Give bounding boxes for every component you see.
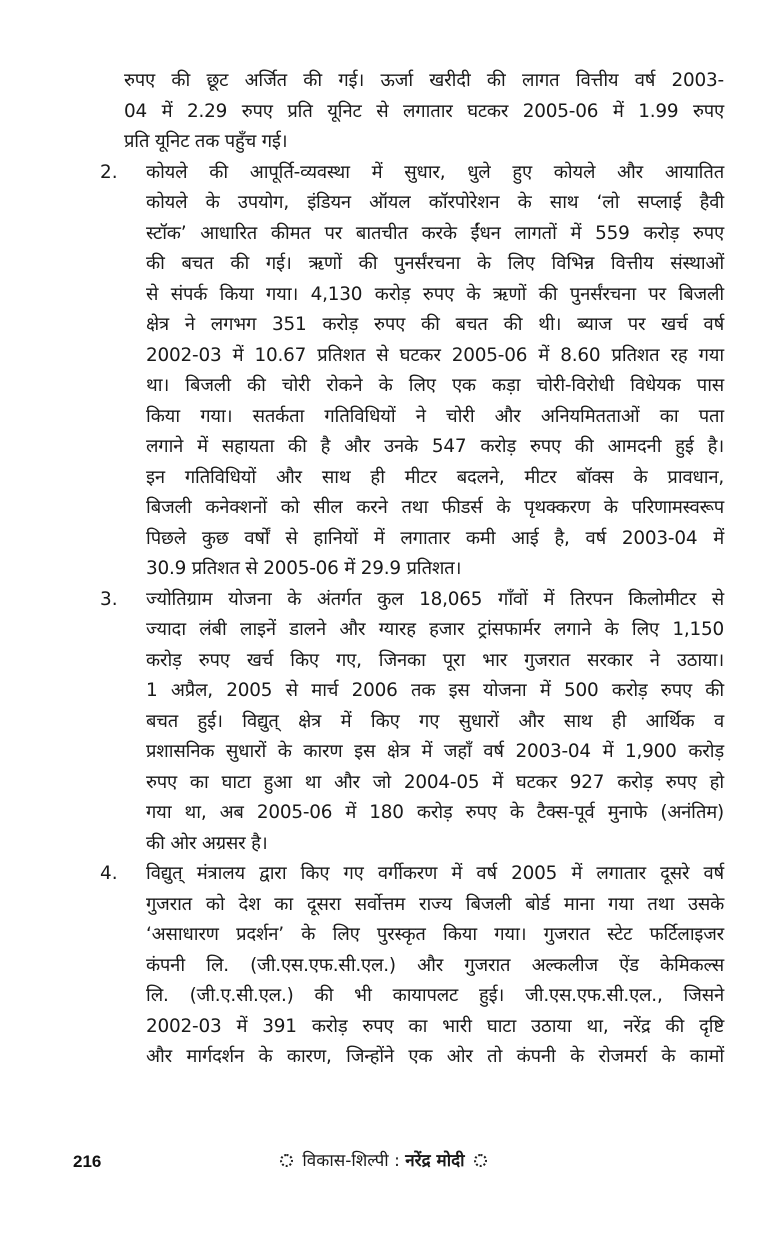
author-name: नरेंद्र मोदी <box>405 1151 465 1171</box>
text-line: रुपए की छूट अर्जित की गई। ऊर्जा खरीदी की लागत वित्तीय वर्ष 2003- <box>124 70 724 91</box>
text-line: बचत हुई। विद्युत् क्षेत्र में किए गए सुधारों और साथ ही आर्थिक व <box>146 710 724 732</box>
list-item-number: 2. <box>100 161 118 183</box>
text-line: लगाने में सहायता की है और उनके 547 करोड़ रुपए की आमदनी हुई है। <box>146 436 724 457</box>
text-line: 04 में 2.29 रुपए प्रति यूनिट से लगातार घटकर 2005-06 में 1.99 रुपए <box>124 100 724 122</box>
text-line: कंपनी लि. (जी.एस.एफ.सी.एल.) और गुजरात अल्कलीज ऐंड केमिकल्स <box>146 954 724 976</box>
page-footer <box>0 1148 780 1178</box>
text-line: 30.9 प्रतिशत से 2005-06 में 29.9 प्रतिशत। <box>146 558 462 579</box>
text-line: इन गतिविधियों और साथ ही मीटर बदलने, मीटर बॉक्स के प्रावधान, <box>146 466 724 488</box>
list-item-4 <box>100 859 724 1073</box>
text-line: स्टॉक’ आधारित कीमत पर बातचीत करके ईंधन लागतों में 559 करोड़ रुपए <box>146 222 724 244</box>
intro-paragraph <box>124 66 724 158</box>
list-item-3 <box>100 585 724 860</box>
text-line: प्रति यूनिट तक पहुँच गई। <box>124 131 288 152</box>
text-line: 2002-03 में 391 करोड़ रुपए का भारी घाटा उठाया था, नरेंद्र की दृष्टि <box>146 1015 724 1037</box>
series-title: विकास-शिल्पी : <box>302 1151 400 1171</box>
text-line: से संपर्क किया गया। 4,130 करोड़ रुपए के ऋणों की पुनर्संरचना पर बिजली <box>146 283 724 305</box>
text-line: की ओर अग्रसर है। <box>146 832 268 854</box>
list-item-number: 3. <box>100 588 118 610</box>
text-line: था। बिजली की चोरी रोकने के लिए एक कड़ा चोरी-विरोधी विधेयक पास <box>146 375 724 396</box>
body-text <box>100 66 724 1073</box>
text-line: प्रशासनिक सुधारों के कारण इस क्षेत्र में जहाँ वर्ष 2003-04 में 1,900 करोड़ <box>146 741 724 762</box>
text-line: बिजली कनेक्शनों को सील करने तथा फीडर्स के पृथक्करण के परिणामस्वरूप <box>146 497 724 518</box>
text-line: गया था, अब 2005-06 में 180 करोड़ रुपए के टैक्स-पूर्व मुनाफे (अनंतिम) <box>146 802 724 823</box>
text-line: 1 अप्रैल, 2005 से मार्च 2006 तक इस योजना में 500 करोड़ रुपए की <box>146 680 724 701</box>
flower-ornament-icon <box>280 1154 293 1167</box>
text-line: कोयले की आपूर्ति-व्यवस्था में सुधार, धुले हुए कोयले और आयातित <box>146 161 724 183</box>
flower-ornament-icon <box>474 1154 487 1167</box>
text-line: विद्युत् मंत्रालय द्वारा किए गए वर्गीकरण में वर्ष 2005 में लगातार दूसरे वर्ष <box>146 863 724 884</box>
text-line: की बचत की गई। ऋणों की पुनर्संरचना के लिए विभिन्न वित्तीय संस्थाओं <box>146 253 724 274</box>
text-line: गुजरात को देश का दूसरा सर्वोत्तम राज्य बिजली बोर्ड माना गया तथा उसके <box>146 893 724 915</box>
text-line: लि. (जी.ए.सी.एल.) की भी कायापलट हुई। जी.एस.एफ.सी.एल., जिसने <box>146 985 724 1006</box>
running-title <box>276 1148 491 1174</box>
text-line: 2002-03 में 10.67 प्रतिशत से घटकर 2005-06 में 8.60 प्रतिशत रह गया <box>146 344 724 366</box>
text-line: कोयले के उपयोग, इंडियन ऑयल कॉरपोरेशन के साथ ‘लो सप्लाई हैवी <box>146 192 724 213</box>
list-item-number: 4. <box>100 863 118 884</box>
text-line: करोड़ रुपए खर्च किए गए, जिनका पूरा भार गुजरात सरकार ने उठाया। <box>146 649 724 671</box>
text-line: किया गया। सतर्कता गतिविधियों ने चोरी और अनियमितताओं का पता <box>146 405 724 427</box>
text-line: ज्यादा लंबी लाइनें डालने और ग्यारह हजार ट्रांसफार्मर लगाने के लिए 1,150 <box>146 619 724 640</box>
text-line: ‘असाधारण प्रदर्शन’ के लिए पुरस्कृत किया गया। गुजरात स्टेट फर्टिलाइजर <box>146 924 724 945</box>
text-line: ज्योतिग्राम योजना के अंतर्गत कुल 18,065 गाँवों में तिरपन किलोमीटर से <box>146 588 724 610</box>
text-line: पिछले कुछ वर्षों से हानियों में लगातार कमी आई है, वर्ष 2003-04 में <box>146 527 724 549</box>
text-line: क्षेत्र ने लगभग 351 करोड़ रुपए की बचत की थी। ब्याज पर खर्च वर्ष <box>146 314 724 335</box>
list-item-2 <box>100 158 724 585</box>
page-number: 216 <box>73 1152 102 1171</box>
text-line: रुपए का घाटा हुआ था और जो 2004-05 में घटकर 927 करोड़ रुपए हो <box>146 771 724 793</box>
text-line: और मार्गदर्शन के कारण, जिन्होंने एक ओर तो कंपनी के रोजमर्रा के कामों <box>146 1046 724 1067</box>
